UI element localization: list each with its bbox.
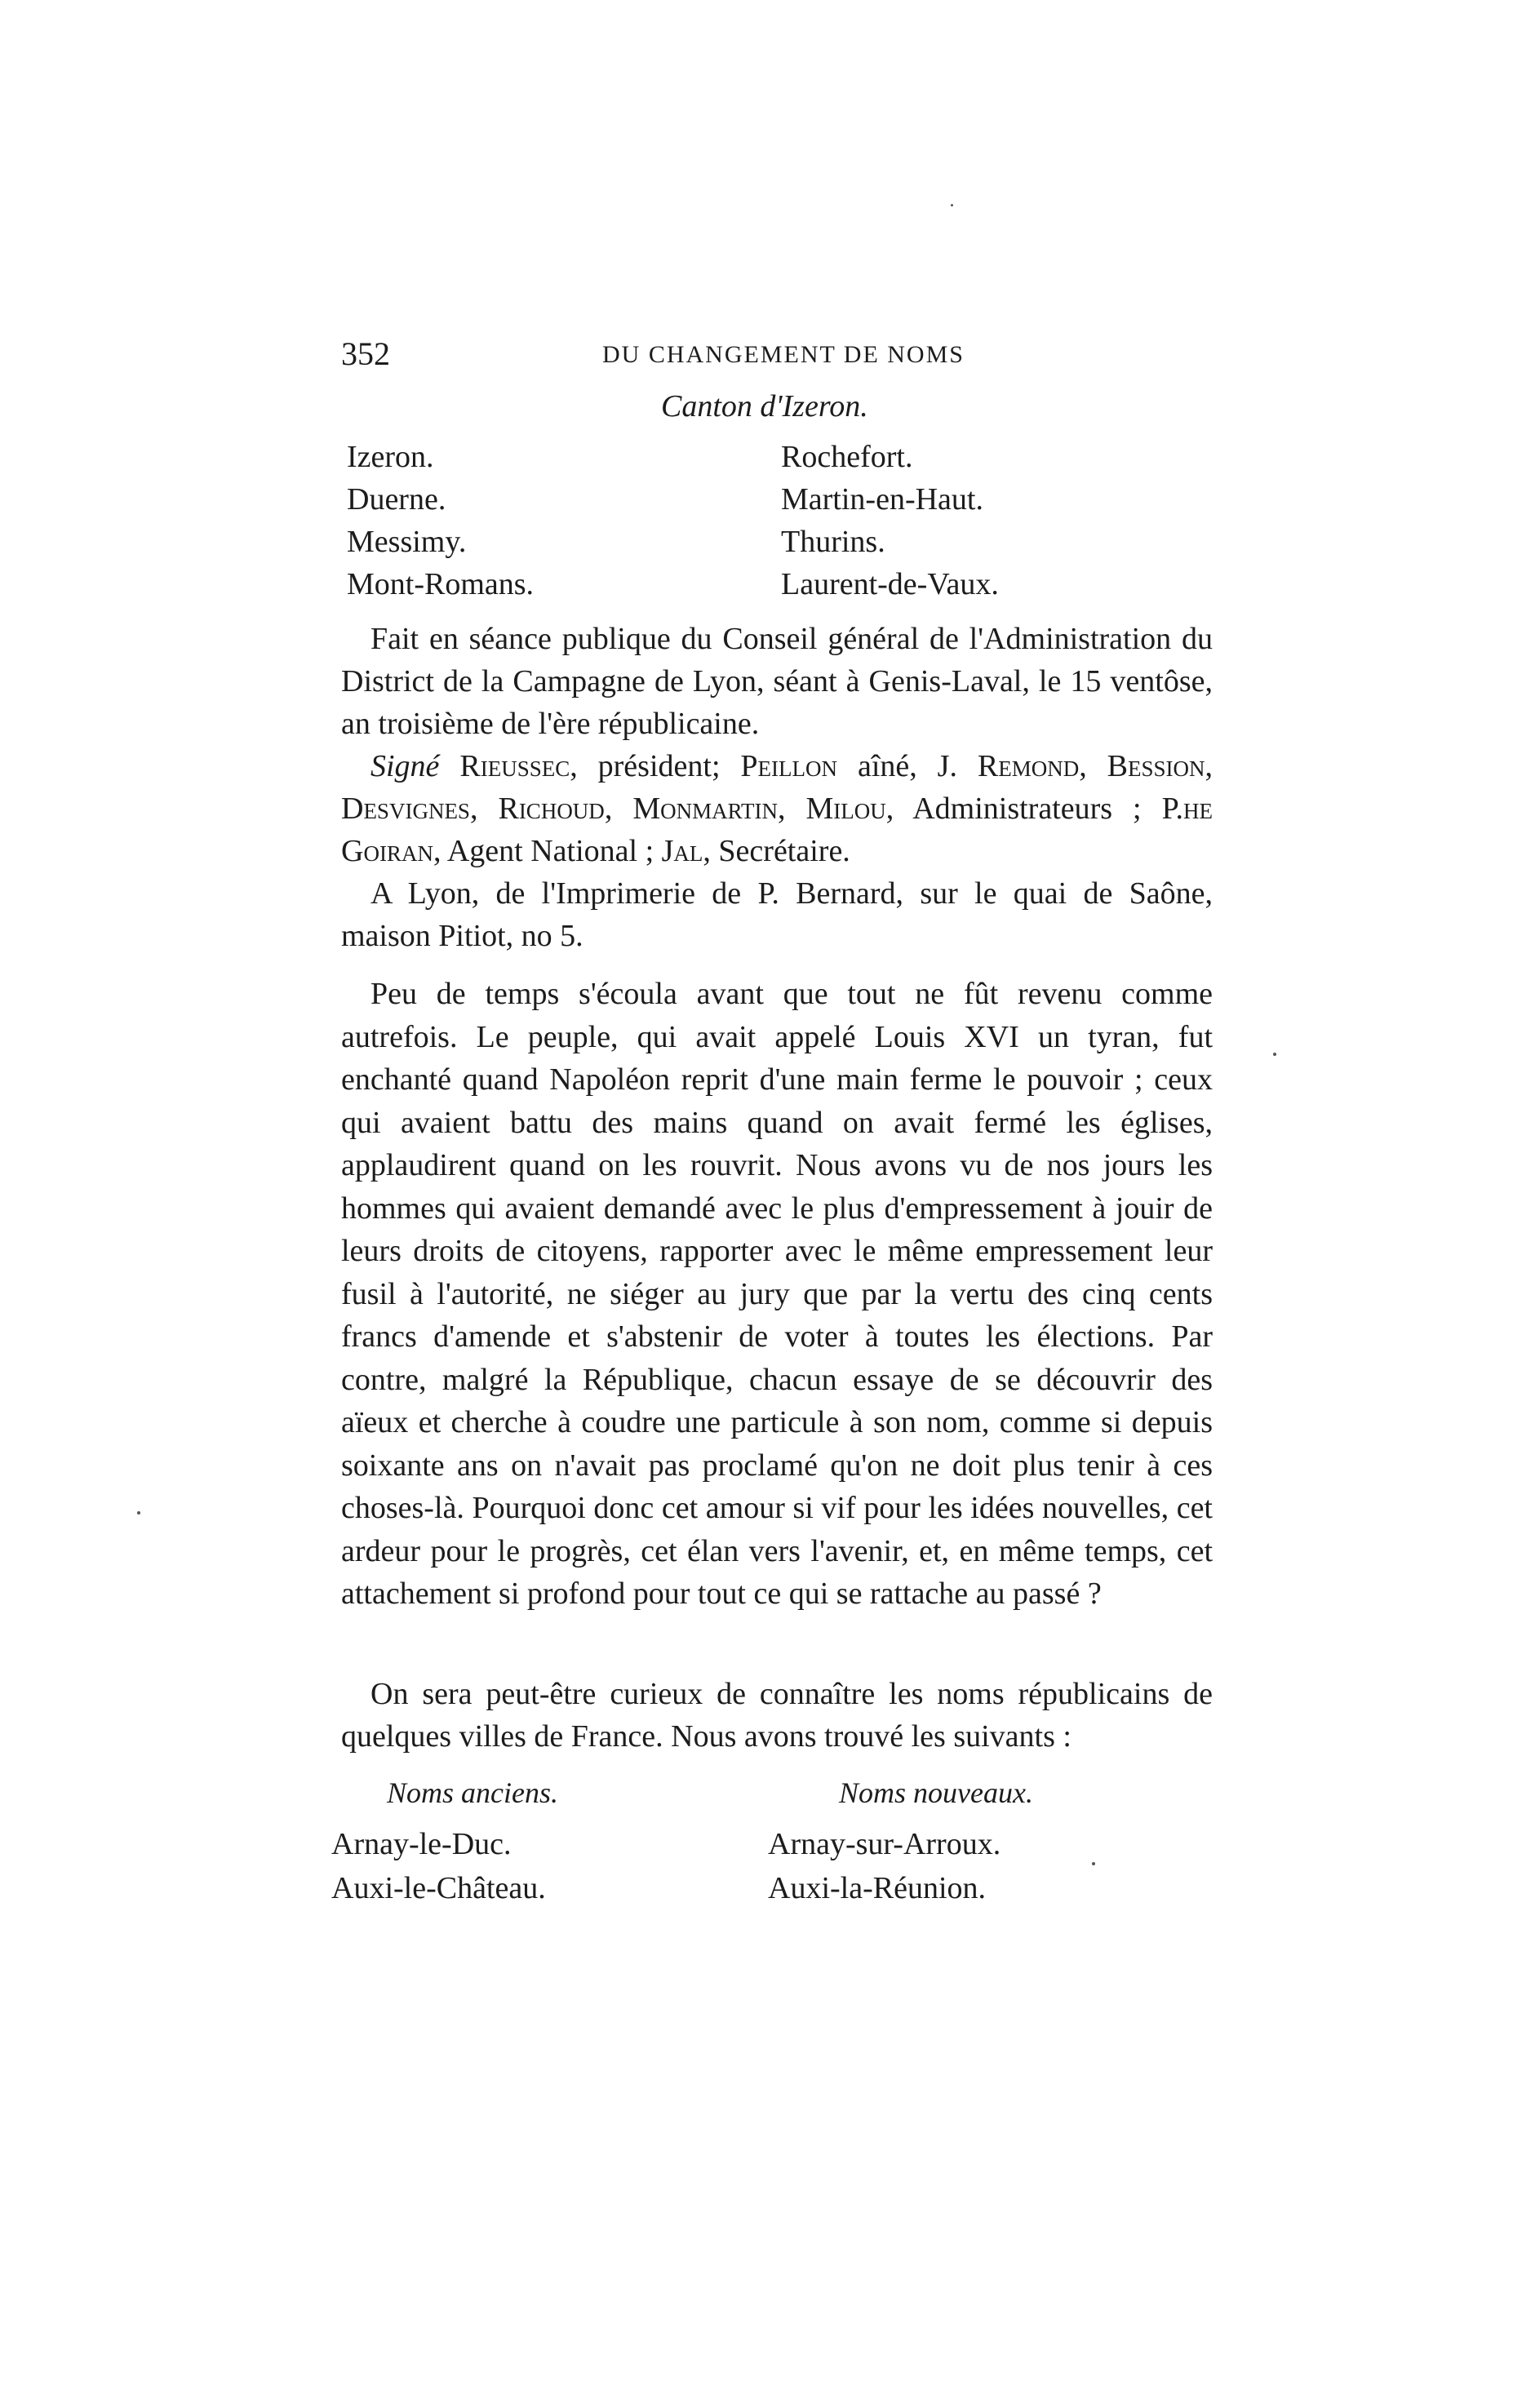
new-name: Arnay-sur-Arroux.	[768, 1827, 1001, 1861]
signed-label: Signé	[370, 749, 440, 783]
commune-name: Duerne.	[347, 482, 446, 517]
decree-statement: Fait en séance publique du Conseil général de l'Administration du District de la Campagne de Lyon, séant à Genis-Laval, le 15 ventôse, an troisième de l'ère républicaine.	[341, 622, 1213, 741]
signatory-name: Desvignes	[341, 792, 470, 826]
signatory-name: Remond	[977, 749, 1080, 783]
commune-name: Izeron.	[347, 440, 434, 474]
header-new-names: Noms nouveaux.	[839, 1776, 1033, 1809]
old-name: Arnay-le-Duc.	[331, 1827, 512, 1861]
commune-name: Thurins.	[781, 525, 885, 559]
body-paragraph	[341, 973, 1213, 1616]
names-table	[331, 1776, 1229, 1914]
print-speck	[1273, 1053, 1276, 1056]
header-old-names: Noms anciens.	[387, 1776, 558, 1809]
signatory-name: Bession	[1107, 749, 1205, 783]
paragraph-text: Peu de temps s'écoula avant que tout ne fût revenu comme autrefois. Le peuple, qui avait appelé Louis XVI un tyran, fut enchanté quand Napoléon reprit d'une main ferme le pouvoir ; ceux qui avaient battu des mains quand on avait fermé les églises, applaudirent quand on les rouvrit. Nous avons vu de nos jours les hommes qui avaient demandé avec le plus d'empressement à jouir de leurs droits de citoyens, rapporter avec le même empressement leur fusil à l'autorité, ne siéger au jury que par la vertu des cinq cents francs d'amende et s'abstenir de voter à toutes les élections. Par contre, malgré la République, chacun essaye de se découvrir des aïeux et cherche à coudre une particule à son nom, comme si depuis soixante ans on n'avait pas proclamé qu'on ne doit plus tenir à ces choses-là. Pourquoi donc cet amour si vif pour les idées nouvelles, cet ardeur pour le progrès, cet élan vers l'avenir, et, en même temps, cet attachement si profond pour tout ce qui se rattache au passé ?	[341, 977, 1213, 1611]
commune-row	[347, 481, 1245, 524]
decree-block	[341, 618, 1213, 957]
decree-signatures	[341, 745, 1213, 872]
commune-row	[347, 439, 1245, 481]
signatory-role: ,	[1205, 749, 1213, 783]
names-table-header	[331, 1776, 1229, 1826]
signatory-role: , Secrétaire.	[703, 834, 850, 868]
print-speck	[137, 1511, 140, 1514]
signatory-role: ,	[778, 792, 806, 826]
commune-row	[347, 566, 1245, 609]
commune-name: Laurent-de-Vaux.	[781, 567, 999, 601]
signatory-name: Richoud	[498, 792, 605, 826]
signatory-name: Milou	[805, 792, 886, 826]
commune-name: Mont-Romans.	[347, 567, 535, 601]
canton-heading: Canton d'Izeron.	[661, 389, 868, 424]
print-speck	[1092, 1862, 1095, 1865]
signatory-name: Jal	[661, 834, 703, 868]
commune-name: Martin-en-Haut.	[781, 482, 983, 517]
signatory-role: aîné, J.	[837, 749, 978, 783]
paragraph-text: On sera peut-être curieux de connaître les noms républicains de quelques villes de France. Nous avons trouvé les suivants :	[341, 1677, 1213, 1754]
table-row	[331, 1870, 1229, 1914]
signatory-name: Peillon	[740, 749, 838, 783]
signatory-role: , président;	[570, 749, 741, 783]
commune-row	[347, 524, 1245, 566]
signatory-role: ,	[1079, 749, 1107, 783]
running-head: DU CHANGEMENT DE NOMS	[602, 341, 965, 368]
printer-imprint: A Lyon, de l'Imprimerie de P. Bernard, sur le quai de Saône, maison Pitiot, no 5.	[341, 876, 1213, 953]
page-number: 352	[341, 335, 390, 372]
signatory-role: , Agent National ;	[433, 834, 662, 868]
signatory-name: P.he Goiran	[341, 792, 1214, 868]
page-header	[341, 335, 1222, 384]
signatory-role: ,	[604, 792, 633, 826]
signatory-role: ,	[469, 792, 499, 826]
commune-name: Rochefort.	[781, 440, 913, 474]
signatory-name: Monmartin	[632, 792, 778, 826]
commune-name: Messimy.	[347, 525, 467, 559]
signatory-role: , Administrateurs ;	[885, 792, 1162, 826]
old-name: Auxi-le-Château.	[331, 1871, 546, 1905]
commune-list	[347, 439, 1245, 609]
signatory-name: Rieussec	[459, 749, 570, 783]
print-speck	[951, 204, 953, 206]
new-name: Auxi-la-Réunion.	[768, 1871, 987, 1905]
body-paragraph	[341, 1673, 1213, 1758]
